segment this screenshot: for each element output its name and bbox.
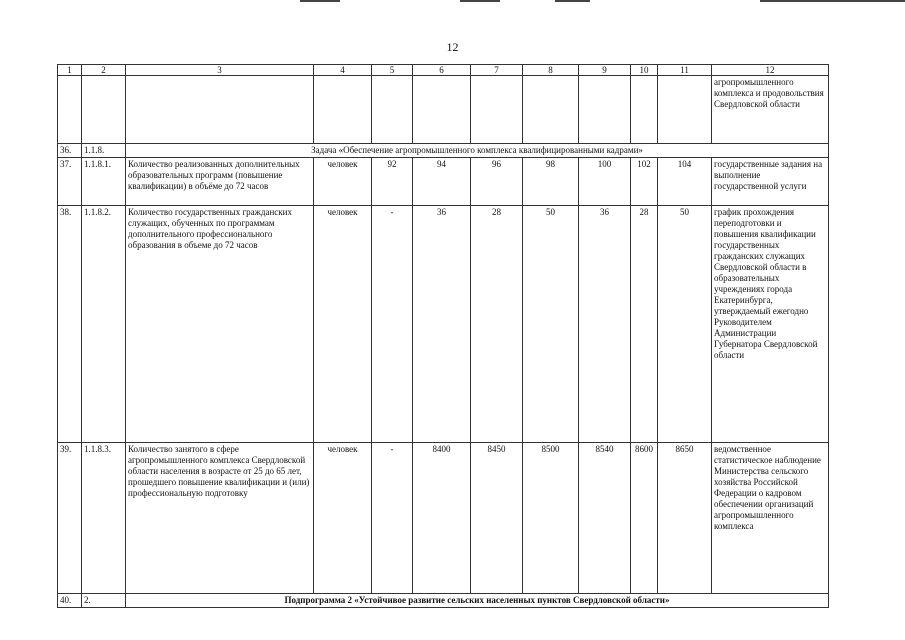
unit-cell: человек <box>314 158 372 206</box>
header-cell: 10 <box>631 65 658 76</box>
value-cell: 28 <box>471 206 523 443</box>
value-cell: 8450 <box>471 443 523 594</box>
value-cell: 8600 <box>631 443 658 594</box>
header-cell: 3 <box>126 65 314 76</box>
source-cell: график прохождения переподготовки и повышения квалификации государственных гражданских служащих Свердловской области в образовательных учреждениях города Екатеринбурга, утверждаемый ежегодно Руководителем Администрации Губернатора Свердловской области <box>712 206 829 443</box>
value-cell: 104 <box>658 158 712 206</box>
table-row <box>58 443 829 594</box>
row-number: 36. <box>58 144 82 158</box>
header-cell: 9 <box>579 65 631 76</box>
value-cell: 96 <box>471 158 523 206</box>
source-cell: государственные задания на выполнение государственной услуги <box>712 158 829 206</box>
value-cell: 28 <box>631 206 658 443</box>
scan-edge-mark <box>555 0 590 2</box>
row-code: 1.1.8.3. <box>82 443 126 594</box>
row-code: 2. <box>82 594 126 608</box>
task-title: Задача «Обеспечение агропромышленного комплекса квалифицированными кадрами» <box>126 144 829 158</box>
header-cell: 8 <box>523 65 579 76</box>
unit-cell: человек <box>314 206 372 443</box>
indicator-name: Количество реализованных дополнительных образовательных программ (повышение квалификации) в объёме до 72 часов <box>126 158 314 206</box>
value-cell: 8540 <box>579 443 631 594</box>
row-number: 39. <box>58 443 82 594</box>
row-code: 1.1.8.2. <box>82 206 126 443</box>
header-cell: 4 <box>314 65 372 76</box>
value-cell: 8500 <box>523 443 579 594</box>
subprogram-row <box>58 594 829 608</box>
header-cell: 12 <box>712 65 829 76</box>
unit-cell: человек <box>314 443 372 594</box>
row-code: 1.1.8. <box>82 144 126 158</box>
scan-edge-mark <box>300 0 340 2</box>
indicator-name: Количество занятого в сфере агропромышленного комплекса Свердловской области населения в возрасте от 25 до 65 лет, прошедшего повышение квалификации и (или) профессиональную подготовку <box>126 443 314 594</box>
header-cell: 7 <box>471 65 523 76</box>
value-cell: 100 <box>579 158 631 206</box>
row-number: 37. <box>58 158 82 206</box>
indicators-table <box>57 64 829 608</box>
value-cell: 102 <box>631 158 658 206</box>
header-cell: 2 <box>82 65 126 76</box>
row-number: 38. <box>58 206 82 443</box>
header-cell: 6 <box>413 65 471 76</box>
value-cell: - <box>372 206 413 443</box>
header-cell: 1 <box>58 65 82 76</box>
value-cell: 50 <box>523 206 579 443</box>
value-cell: 8650 <box>658 443 712 594</box>
header-row <box>58 65 829 76</box>
table-row <box>58 206 829 443</box>
value-cell: 36 <box>579 206 631 443</box>
row-code: 1.1.8.1. <box>82 158 126 206</box>
header-cell: 5 <box>372 65 413 76</box>
subprogram-title: Подпрограмма 2 «Устойчивое развитие сельских населенных пунктов Свердловской области» <box>126 594 829 608</box>
task-row <box>58 144 829 158</box>
page-number: 12 <box>446 40 459 54</box>
scan-edge-mark <box>460 0 500 2</box>
indicator-name: Количество государственных гражданских служащих, обученных по программам дополнительного профессионального образования в объеме до 72 часов <box>126 206 314 443</box>
carryover-row <box>58 76 829 144</box>
scan-edge-mark <box>760 0 905 2</box>
header-cell: 11 <box>658 65 712 76</box>
value-cell: 98 <box>523 158 579 206</box>
value-cell: 94 <box>413 158 471 206</box>
value-cell: 50 <box>658 206 712 443</box>
value-cell: 36 <box>413 206 471 443</box>
value-cell: 92 <box>372 158 413 206</box>
carryover-source-cell: агропромышленного комплекса и продовольствия Свердловской области <box>712 76 829 144</box>
value-cell: - <box>372 443 413 594</box>
value-cell: 8400 <box>413 443 471 594</box>
row-number: 40. <box>58 594 82 608</box>
table-row <box>58 158 829 206</box>
source-cell: ведомственное статистическое наблюдение Министерства сельского хозяйства Российской Федерации о кадровом обеспечении организаций агропромышленного комплекса <box>712 443 829 594</box>
